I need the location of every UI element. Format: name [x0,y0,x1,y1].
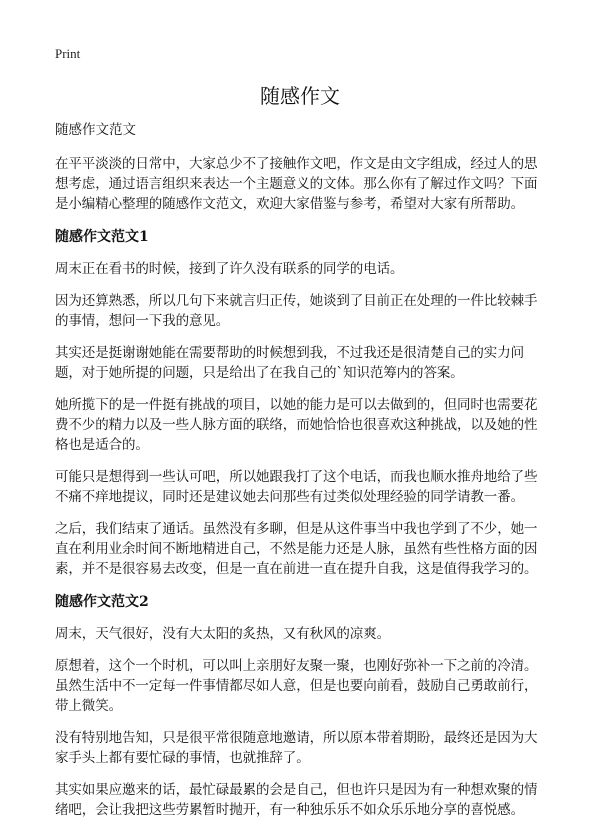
paragraph: 因为还算熟悉，所以几句下来就言归正传，她谈到了目前正在处理的一件比较棘手的事情，想问一下我的意见。 [55,293,538,329]
essay-section-2 [55,591,550,820]
section-heading: 随感作文范文1 [55,229,149,245]
print-label: Print [55,46,81,61]
paragraph: 之后，我们结束了通话。虽然没有多聊，但是从这件事当中我也学到了不少，她一直在利用业余时间不断地精进自己，不然是能力还是人脉，虽然有些性格方面的因素，并不是很容易去改变，但是一直在前进一直在提升自我，这是值得我学习的。 [55,521,538,577]
document-body [55,120,550,832]
paragraph: 其实还是挺谢谢她能在需要帮助的时候想到我，不过我还是很清楚自己的实力问题，对于她所提的问题，只是给出了在我自己的`知识范筹内的答案。 [55,345,524,381]
document-title: 随感作文 [260,84,340,108]
intro-paragraph: 在平平淡淡的日常中，大家总少不了接触作文吧，作文是由文字组成，经过人的思想考虑，通过语言组织来表达一个主题意义的文体。那么你有了解过作文吗？下面是小编精心整理的随感作文范文，欢迎大家借鉴与参考，希望对大家有所帮助。 [55,156,538,212]
paragraph: 其实如果应邀来的话，最忙碌最累的会是自己，但也许只是因为有一种想欢聚的情绪吧，会让我把这些劳累暂时抛开，有一种独乐乐不如众乐乐地分享的喜悦感。 [55,782,538,818]
paragraph: 可能只是想得到一些认可吧，所以她跟我打了这个电话，而我也顺水推舟地给了些不痛不痒地提议，同时还是建议她去问那些有过类似处理经验的同学请教一番。 [55,469,538,505]
paragraph: 没有特别地告知，只是很平常很随意地邀请，所以原本带着期盼，最终还是因为大家手头上都有要忙碌的事情，也就推辞了。 [55,730,538,766]
paragraph: 原想着，这个一个时机，可以叫上亲朋好友聚一聚，也刚好弥补一下之前的冷清。虽然生活中不一定每一件事情都尽如人意，但是也要向前看，鼓励自己勇敢前行，带上微笑。 [55,658,538,714]
paragraph: 她所揽下的是一件挺有挑战的项目，以她的能力是可以去做到的，但同时也需要花费不少的精力以及一些人脉方面的联络，而她恰恰也很喜欢这种挑战，以及她的性格也是适合的。 [55,397,538,453]
section-heading: 随感作文范文2 [55,594,149,610]
essay-section-1 [55,226,550,579]
document-subtitle: 随感作文范文 [55,122,136,138]
paragraph: 周末，天气很好，没有大太阳的炙热，又有秋风的凉爽。 [55,626,390,642]
paragraph: 周末正在看书的时候，接到了许久没有联系的同学的电话。 [55,261,404,277]
